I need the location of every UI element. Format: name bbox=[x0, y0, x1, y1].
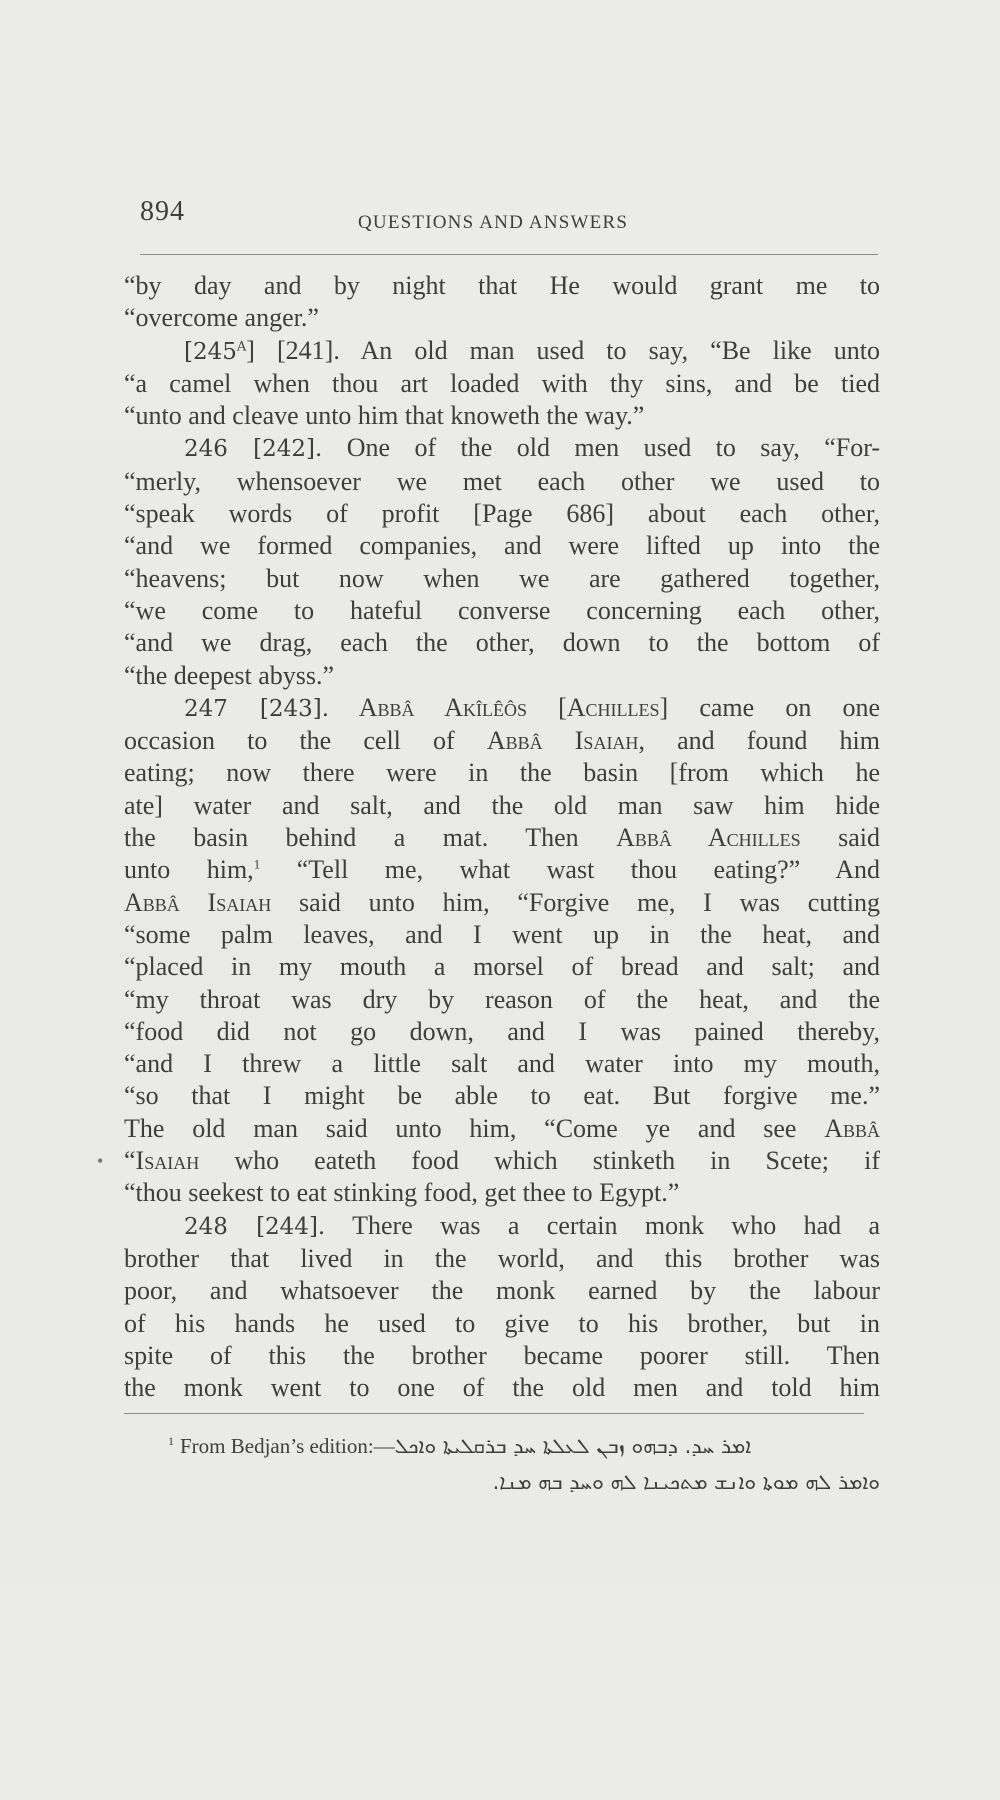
text-line: ate] water and salt, and the old man saw him hide bbox=[124, 790, 880, 820]
text-line: “so that I might be able to eat. But forgive me.” bbox=[124, 1081, 880, 1111]
page-number: 894 bbox=[140, 196, 185, 227]
footnote-syriac: ܐܡܪ ܚܕ. ܕܒܗܘ ܙܒܢ ܠܥܠܬܐ ܚܕ ܒܪܩܠܝܬܐ ܘܐܟܠ bbox=[394, 1434, 752, 1458]
body-text bbox=[124, 270, 880, 1404]
text-line: the monk went to one of the old men and told him bbox=[124, 1373, 880, 1403]
text-line: “my throat was dry by reason of the heat, and the bbox=[124, 984, 880, 1014]
paragraph-245a: $[245^A]$ [241]. An old man used to say, “Be like unto bbox=[184, 335, 880, 365]
text-line: of his hands he used to give to his brother, but in bbox=[124, 1308, 880, 1338]
text-line: poor, and whatsoever the monk earned by the labour bbox=[124, 1276, 880, 1306]
footnote-syriac: ܘܐܡܪ ܠܗ ܡܘܬܐ ܘܐܢܫ ܡܬܟܝܢܐ ܠܗ ܘܚܕ ܒܗ ܡܢܐ. bbox=[492, 1470, 880, 1494]
footnote-line bbox=[124, 1464, 880, 1500]
margin-mark: • bbox=[97, 1151, 104, 1171]
text-line: “we come to hateful converse concerning each other, bbox=[124, 595, 880, 625]
text-line: the basin behind a mat. Then Abbâ Achilles said bbox=[124, 823, 881, 853]
text-line: unto him,$^1$ “Tell me, what wast thou eating?” And bbox=[124, 855, 880, 885]
text-line: Abbâ Isaiah said unto him, “Forgive me, I was cutting bbox=[124, 887, 881, 917]
section-number: [$245^A$ bbox=[184, 338, 247, 365]
text-line: “the deepest abyss.” bbox=[124, 660, 335, 690]
text-line: “merly, whensoever we met each other we used to bbox=[124, 466, 880, 496]
footnote bbox=[124, 1428, 880, 1500]
text-line: “heavens; but now when we are gathered together, bbox=[124, 563, 880, 593]
footnote-rule bbox=[124, 1413, 864, 1414]
text-line: “a camel when thou art loaded with thy sins, and be tied bbox=[124, 368, 880, 398]
paragraph-248: 248 [244]. There was a certain monk who had a bbox=[184, 1210, 880, 1240]
text-line: “some palm leaves, and I went up in the heat, and bbox=[124, 919, 880, 949]
text-line: occasion to the cell of Abbâ Isaiah, and found him bbox=[124, 726, 880, 756]
text-line: “thou seekest to eat stinking food, get thee to Egypt.” bbox=[124, 1178, 680, 1208]
text-line: The old man said unto him, “Come ye and see Abbâ bbox=[124, 1113, 880, 1143]
section-number: 247 [243]. bbox=[184, 695, 330, 722]
text-line: “speak words of profit [Page 686] about each other, bbox=[124, 499, 880, 529]
paragraph-246: 246 [242]. One of the old men used to say, “For- bbox=[184, 433, 880, 463]
paragraph-247: 247 [243]. Abbâ Akîlêôs [Achilles] came on one bbox=[184, 692, 880, 722]
text-line: “and we drag, each the other, down to the bottom of bbox=[124, 628, 880, 658]
text-line: “unto and cleave unto him that knoweth the way.” bbox=[124, 401, 645, 431]
text-line: “Isaiah who eateth food which stinketh in Scete; if bbox=[124, 1146, 880, 1176]
text-line: “overcome anger.” bbox=[124, 303, 319, 333]
text-line: eating; now there were in the basin [from which he bbox=[124, 758, 880, 788]
running-head: QUESTIONS AND ANSWERS bbox=[358, 212, 629, 233]
text-line: “and we formed companies, and were lifted up into the bbox=[124, 531, 880, 561]
text-line: “by day and by night that He would grant me to bbox=[124, 271, 880, 300]
text-line: brother that lived in the world, and this brother was bbox=[124, 1243, 880, 1273]
page-header bbox=[140, 196, 880, 240]
text-line: “placed in my mouth a morsel of bread and salt; and bbox=[124, 952, 880, 982]
text-line: “and I threw a little salt and water into my mouth, bbox=[124, 1049, 880, 1079]
footnote-line bbox=[124, 1428, 880, 1464]
header-rule bbox=[140, 254, 878, 255]
section-number: 248 [244]. bbox=[184, 1213, 326, 1240]
text-line: “food did not go down, and I was pained thereby, bbox=[124, 1016, 880, 1046]
section-number: 246 [242]. bbox=[184, 436, 323, 463]
footnote-reference: 1 bbox=[253, 856, 261, 872]
text-line: spite of this the brother became poorer still. Then bbox=[124, 1340, 880, 1370]
footnote-mark: 1 bbox=[168, 1434, 174, 1448]
footnote-lead: From Bedjan’s edition:— bbox=[180, 1434, 395, 1458]
